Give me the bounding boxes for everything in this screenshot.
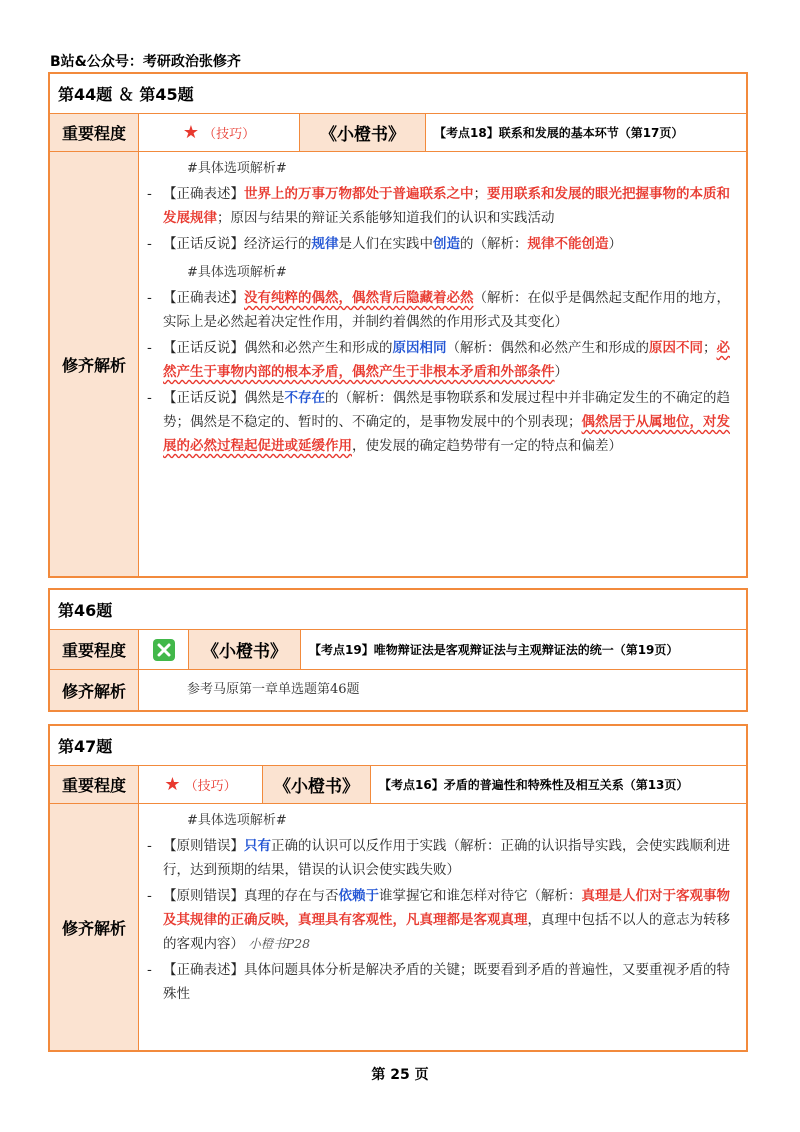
list-item: - 【正话反说】偶然是不存在的（解析：偶然是事物联系和发展过程中并非确定发生的不确定的趋势；偶然是不稳定的、暂时的、不确定的，是事物发展中的个别表现；偶然居于从属地位，对发展的必然过程起促进或延缓作用，使发展的确定趋势带有一定的特点和偏差）: [147, 390, 730, 454]
item-text: 偶然是: [244, 390, 285, 406]
question-title-row: [50, 590, 746, 630]
importance-rating: [139, 766, 263, 803]
keyword-text: 只有: [244, 838, 271, 854]
item-tag: 【原则错误】: [163, 838, 244, 854]
item-tag: 【正话反说】: [163, 236, 244, 252]
list-item: - 【正确表述】世界上的万事万物都处于普遍联系之中；要用联系和发展的眼光把握事物的本质和发展规律；原因与结果的辩证关系能够知道我们的认识和实践活动: [147, 186, 730, 226]
item-text: ）: [608, 236, 622, 252]
item-text: 是人们在实践中: [338, 236, 433, 252]
skill-tag: （技巧）: [203, 127, 256, 142]
list-item: - 【原则错误】只有正确的认识可以反作用于实践（解析：正确的认识指导实践，会使实践顺利进行，达到预期的结果，错误的认识会使实践失败）: [147, 838, 730, 878]
item-tag: 【正话反说】: [163, 340, 244, 356]
importance-label: 重要程度: [50, 630, 139, 669]
item-text: 的（解析：: [460, 236, 528, 252]
importance-rating: [139, 114, 300, 151]
list-item: - 【原则错误】真理的存在与否依赖于谁掌握它和谁怎样对待它（解析：真理是人们对于客观事物及其规律的正确反映，真理具有客观性，凡真理都是客观真理，真理中包括不以人的意志为转移的客观内容） 小橙书P28: [147, 888, 730, 952]
book-title: 《小橙书》: [274, 777, 359, 797]
item-text: ；原因与结果的辩证关系能够知道我们的认识和实践活动: [217, 210, 555, 226]
reference-text: 参考马原第一章单选题第46题: [187, 682, 360, 697]
analysis-content: [139, 804, 746, 1050]
analysis-label: 修齐解析: [50, 670, 139, 710]
item-tag: 【正话反说】: [163, 390, 244, 406]
page-number: 第 25 页: [371, 1067, 429, 1083]
list-item: - 【正确表述】没有纯粹的偶然，偶然背后隐藏着必然（解析：在似乎是偶然起支配作用的地方，实际上是必然起着决定性作用，并制约着偶然的作用形式及其变化）: [147, 290, 730, 330]
item-text: 正确的认识可以反作用于实践（解析：正确的认识指导实践，会使实践顺利进行，达到预期的结果，错误的认识会使实践失败）: [163, 838, 730, 878]
source-reference: 小橙书P28: [248, 936, 311, 951]
keyword-text: 规律: [311, 236, 339, 252]
item-text: ）: [554, 364, 568, 380]
question-card-46: [48, 588, 748, 712]
list-item: - 【正话反说】经济运行的规律是人们在实践中创造的（解析：规律不能创造）: [147, 236, 622, 252]
question-card-47: [48, 724, 748, 1052]
analysis-row: [50, 670, 746, 710]
item-text: 偶然和必然产生和形成的: [244, 340, 393, 356]
item-text: ，真理中包括不以人的意志为转移的客观内容）: [163, 912, 730, 952]
importance-row: [50, 630, 746, 670]
analysis-label: 修齐解析: [50, 152, 139, 576]
item-text: ；: [703, 340, 717, 356]
analysis-row: [50, 152, 746, 576]
page-header: B站&公众号：考研政治张修齐: [50, 54, 241, 70]
book-cell: [300, 114, 426, 151]
highlight-text: 世界上的万事万物都处于普遍联系之中: [244, 186, 474, 202]
item-text: ；: [473, 186, 487, 202]
highlight-text: 没有纯粹的偶然，偶然背后隐藏着必然: [244, 290, 474, 306]
question-card-44-45: [48, 72, 748, 578]
item-text: 谁掌握它和谁怎样对待它（解析：: [379, 888, 582, 904]
item-text: （解析：在似乎是偶然起支配作用的地方，实际上是必然起着决定性作用，并制约着偶然的作用形式及其变化）: [163, 290, 730, 330]
analysis-content: [139, 670, 746, 710]
item-text: 经济运行的: [244, 236, 312, 252]
item-text: ，使发展的确定趋势带有一定的特点和偏差）: [352, 438, 622, 454]
highlight-text: 要用联系和发展的眼光把握事物的本质和发展规律: [163, 186, 730, 226]
cross-mark-icon: [153, 639, 175, 661]
list-item: - 【正确表述】具体问题具体分析是解决矛盾的关键；既要看到矛盾的普遍性，又要重视矛盾的特殊性: [147, 962, 730, 1002]
importance-row: [50, 114, 746, 152]
highlight-text: 规律不能创造: [527, 236, 609, 252]
keyword-text: 依赖于: [338, 888, 379, 904]
section-heading: #具体选项解析#: [187, 161, 287, 176]
importance-label: 重要程度: [50, 114, 139, 151]
question-title: 第47题: [58, 737, 113, 756]
importance-label: 重要程度: [50, 766, 139, 803]
item-tag: 【原则错误】: [163, 888, 244, 904]
importance-rating: [139, 630, 189, 669]
keyword-text: 不存在: [284, 390, 325, 406]
item-text: 的（解析：偶然是事物联系和发展过程中并非确定发生的不确定的趋势；偶然是不稳定的、暂时的、不确定的，是事物发展中的个别表现；: [163, 390, 730, 430]
keyword-text: 原因相同: [392, 340, 447, 356]
question-title: 第44题 ＆ 第45题: [58, 85, 194, 104]
section-heading: #具体选项解析#: [187, 813, 287, 828]
list-item: - 【正话反说】偶然和必然产生和形成的原因相同（解析：偶然和必然产生和形成的原因不同；必然产生于事物内部的根本矛盾，偶然产生于非根本矛盾和外部条件）: [147, 340, 730, 380]
book-cell: [263, 766, 371, 803]
book-title: 《小橙书》: [202, 642, 287, 662]
analysis-content: [139, 152, 746, 576]
question-title-row: [50, 74, 746, 114]
analysis-row: [50, 804, 746, 1050]
book-cell: [189, 630, 301, 669]
highlight-text: 原因不同: [649, 340, 703, 356]
knowledge-point: 【考点16】矛盾的普遍性和特殊性及相互关系（第13页）: [379, 778, 689, 792]
highlight-text: 必然产生于事物内部的根本矛盾，偶然产生于非根本矛盾和外部条件: [163, 340, 730, 380]
knowledge-point: 【考点18】联系和发展的基本环节（第17页）: [434, 126, 684, 140]
item-tag: 【正确表述】: [163, 186, 244, 202]
keyword-text: 创造: [433, 236, 460, 252]
skill-tag: （技巧）: [184, 779, 237, 794]
item-tag: 【正确表述】: [163, 290, 244, 306]
star-icon: ★: [164, 774, 181, 795]
highlight-text: 偶然居于从属地位，对发展的必然过程起促进或延缓作用: [163, 414, 730, 454]
question-title: 第46题: [58, 601, 113, 620]
importance-row: [50, 766, 746, 804]
section-heading: #具体选项解析#: [187, 265, 287, 280]
item-text: 真理的存在与否: [244, 888, 339, 904]
analysis-label: 修齐解析: [50, 804, 139, 1050]
item-text: 具体问题具体分析是解决矛盾的关键；既要看到矛盾的普遍性，又要重视矛盾的特殊性: [163, 962, 730, 1002]
knowledge-point: 【考点19】唯物辩证法是客观辩证法与主观辩证法的统一（第19页）: [309, 643, 679, 657]
book-title: 《小橙书》: [320, 125, 405, 145]
item-text: （解析：偶然和必然产生和形成的: [446, 340, 649, 356]
question-title-row: [50, 726, 746, 766]
item-tag: 【正确表述】: [163, 962, 244, 978]
highlight-text: 真理是人们对于客观事物及其规律的正确反映，真理具有客观性，凡真理都是客观真理: [163, 888, 730, 928]
star-icon: ★: [182, 122, 200, 143]
